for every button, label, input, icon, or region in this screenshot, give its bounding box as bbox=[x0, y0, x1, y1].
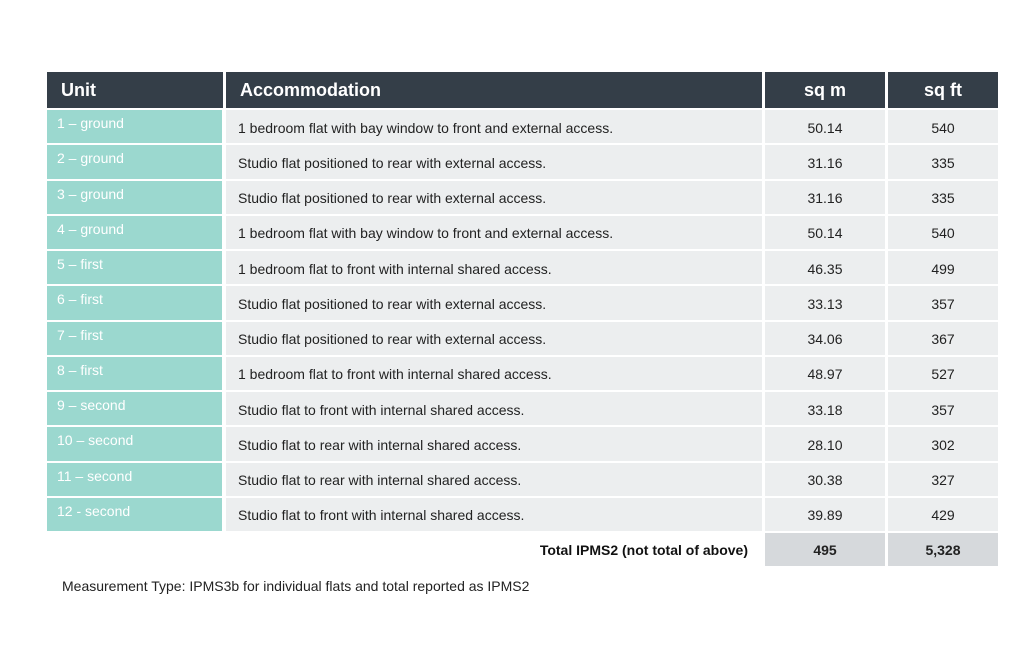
table-row bbox=[47, 286, 998, 321]
header-sq-ft: sq ft bbox=[888, 72, 998, 110]
sq-m-cell: 50.14 bbox=[765, 110, 888, 145]
table-row bbox=[47, 357, 998, 392]
sq-m-cell: 31.16 bbox=[765, 145, 888, 180]
sq-ft-cell: 367 bbox=[888, 322, 998, 357]
total-row bbox=[47, 533, 998, 566]
header-sq-m: sq m bbox=[765, 72, 888, 110]
table-row bbox=[47, 392, 998, 427]
sq-ft-cell: 429 bbox=[888, 498, 998, 533]
accommodation-cell: 1 bedroom flat with bay window to front and external access. bbox=[226, 110, 765, 145]
sq-m-cell: 33.13 bbox=[765, 286, 888, 321]
header-unit: Unit bbox=[47, 72, 226, 110]
accommodation-schedule-table bbox=[47, 72, 998, 566]
sq-ft-cell: 327 bbox=[888, 463, 998, 498]
table-header-row bbox=[47, 72, 998, 110]
unit-cell: 10 – second bbox=[47, 427, 226, 462]
accommodation-cell: Studio flat to rear with internal shared access. bbox=[226, 427, 765, 462]
accommodation-cell: Studio flat to rear with internal shared access. bbox=[226, 463, 765, 498]
unit-cell: 12 - second bbox=[47, 498, 226, 533]
unit-cell: 3 – ground bbox=[47, 181, 226, 216]
total-sq-m: 495 bbox=[765, 533, 888, 566]
unit-cell: 9 – second bbox=[47, 392, 226, 427]
table-row bbox=[47, 251, 998, 286]
unit-cell: 4 – ground bbox=[47, 216, 226, 251]
sq-m-cell: 50.14 bbox=[765, 216, 888, 251]
accommodation-cell: Studio flat positioned to rear with external access. bbox=[226, 181, 765, 216]
total-sq-ft: 5,328 bbox=[888, 533, 998, 566]
sq-ft-cell: 357 bbox=[888, 286, 998, 321]
table-row bbox=[47, 216, 998, 251]
sq-ft-cell: 302 bbox=[888, 427, 998, 462]
accommodation-cell: 1 bedroom flat with bay window to front and external access. bbox=[226, 216, 765, 251]
sq-m-cell: 31.16 bbox=[765, 181, 888, 216]
table-body bbox=[47, 110, 998, 533]
table-row bbox=[47, 145, 998, 180]
accommodation-cell: 1 bedroom flat to front with internal shared access. bbox=[226, 357, 765, 392]
unit-cell: 8 – first bbox=[47, 357, 226, 392]
sq-ft-cell: 357 bbox=[888, 392, 998, 427]
measurement-type-note: Measurement Type: IPMS3b for individual flats and total reported as IPMS2 bbox=[62, 578, 530, 594]
unit-cell: 11 – second bbox=[47, 463, 226, 498]
sq-m-cell: 46.35 bbox=[765, 251, 888, 286]
total-spacer bbox=[47, 533, 226, 566]
unit-cell: 1 – ground bbox=[47, 110, 226, 145]
sq-ft-cell: 335 bbox=[888, 181, 998, 216]
unit-cell: 6 – first bbox=[47, 286, 226, 321]
accommodation-cell: Studio flat positioned to rear with external access. bbox=[226, 322, 765, 357]
table-row bbox=[47, 463, 998, 498]
unit-cell: 7 – first bbox=[47, 322, 226, 357]
sq-m-cell: 48.97 bbox=[765, 357, 888, 392]
sq-ft-cell: 499 bbox=[888, 251, 998, 286]
accommodation-cell: Studio flat to front with internal shared access. bbox=[226, 392, 765, 427]
sq-ft-cell: 540 bbox=[888, 110, 998, 145]
header-accommodation: Accommodation bbox=[226, 72, 765, 110]
unit-cell: 2 – ground bbox=[47, 145, 226, 180]
sq-m-cell: 28.10 bbox=[765, 427, 888, 462]
accommodation-cell: Studio flat positioned to rear with external access. bbox=[226, 286, 765, 321]
accommodation-cell: Studio flat positioned to rear with external access. bbox=[226, 145, 765, 180]
accommodation-cell: 1 bedroom flat to front with internal shared access. bbox=[226, 251, 765, 286]
table-row bbox=[47, 322, 998, 357]
total-label: Total IPMS2 (not total of above) bbox=[226, 533, 765, 566]
sq-m-cell: 30.38 bbox=[765, 463, 888, 498]
table-row bbox=[47, 181, 998, 216]
sq-ft-cell: 527 bbox=[888, 357, 998, 392]
sq-m-cell: 34.06 bbox=[765, 322, 888, 357]
sq-ft-cell: 540 bbox=[888, 216, 998, 251]
unit-cell: 5 – first bbox=[47, 251, 226, 286]
sq-m-cell: 33.18 bbox=[765, 392, 888, 427]
accommodation-cell: Studio flat to front with internal shared access. bbox=[226, 498, 765, 533]
table-row bbox=[47, 427, 998, 462]
table-row bbox=[47, 110, 998, 145]
table-row bbox=[47, 498, 998, 533]
sq-ft-cell: 335 bbox=[888, 145, 998, 180]
sq-m-cell: 39.89 bbox=[765, 498, 888, 533]
